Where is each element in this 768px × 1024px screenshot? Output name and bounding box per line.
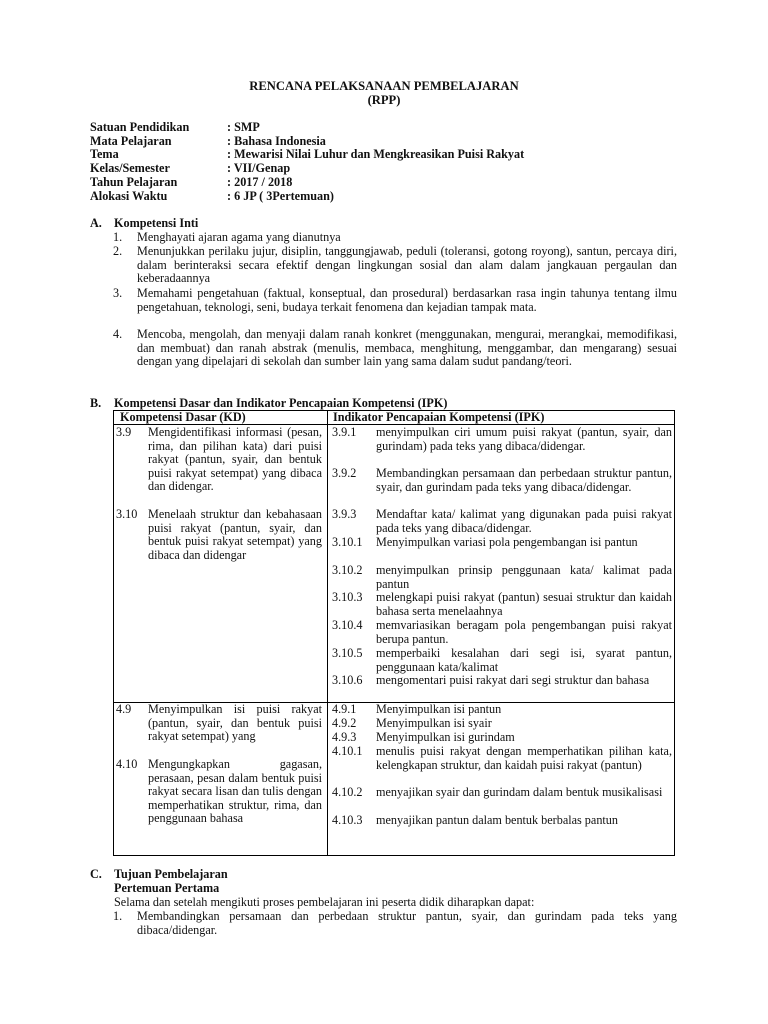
ipk-entry: [332, 467, 672, 494]
ipk-entry: [332, 731, 672, 745]
table-column-divider: [327, 411, 328, 855]
item-text: Mencoba, mengolah, dan menyaji dalam ranah konkret (menggunakan, mengurai, merangkai, memodifikasi, dan membuat) dan ranah abstrak (menulis, membaca, menghitung, menggambar, dan mengarang) sesuai dengan yang dipelajari di sekolah dan sumber lain yang sama dalam sudut pandang/teori.: [137, 327, 677, 369]
ipk-text: Mendaftar kata/ kalimat yang digunakan pada puisi rakyat pada teks yang dibaca/didengar.: [376, 507, 672, 535]
ipk-number: 3.9.2: [332, 466, 357, 480]
kompetensi-inti-item: [113, 245, 677, 286]
ipk-text: menulis puisi rakyat dengan memperhatikan pilihan kata, kelengkapan struktur, dan kaidah puisi rakyat (pantun): [376, 744, 672, 772]
ipk-entry: [332, 591, 672, 618]
ipk-text: memperbaiki kesalahan dari segi isi, syarat pantun, penggunaan kata/kalimat: [376, 646, 672, 674]
item-number: 4.: [113, 327, 123, 341]
table-header-ipk: Indikator Pencapaian Kompetensi (IPK): [333, 410, 545, 424]
ipk-text: Menyimpulkan isi pantun: [376, 702, 502, 716]
ipk-number: 4.9.3: [332, 730, 357, 744]
info-value: : VII/Genap: [227, 161, 291, 175]
ipk-entry: [332, 536, 672, 550]
kd-text: Mengidentifikasi informasi (pesan, rima, dan pilihan kata) dari puisi rakyat (pantun, syair, dan bentuk puisi rakyat setempat) yang dibaca dan didengar.: [148, 425, 322, 494]
objective-intro: Selama dan setelah mengikuti proses pembelajaran ini peserta didik diharapkan dapat:: [114, 895, 535, 909]
ipk-entry: [332, 647, 672, 674]
kd-entry: [116, 508, 322, 562]
ipk-entry: [332, 619, 672, 646]
info-value: : 6 JP ( 3Pertemuan): [227, 189, 334, 203]
info-label: Satuan Pendidikan: [90, 120, 190, 134]
ipk-text: Menyimpulkan variasi pola pengembangan isi pantun: [376, 535, 638, 549]
kd-number: 4.9: [116, 702, 132, 716]
ipk-number: 4.10.3: [332, 813, 363, 827]
ipk-number: 3.10.2: [332, 563, 363, 577]
ipk-number: 3.10.6: [332, 673, 363, 687]
ipk-entry: [332, 786, 672, 800]
ipk-text: mengomentari puisi rakyat dari segi struktur dan bahasa: [376, 673, 650, 687]
ipk-text: menyajikan pantun dalam bentuk berbalas pantun: [376, 813, 618, 827]
table-header-kd: Kompetensi Dasar (KD): [120, 410, 246, 424]
ipk-text: menyimpulkan prinsip penggunaan kata/ kalimat pada pantun: [376, 563, 672, 591]
ipk-number: 4.10.1: [332, 744, 363, 758]
item-text: Membandingkan persamaan dan perbedaan struktur pantun, syair, dan gurindam pada teks yang dibaca/didengar.: [137, 909, 677, 937]
section-c-heading: [90, 868, 228, 882]
ipk-number: 4.9.1: [332, 702, 357, 716]
section-title: Tujuan Pembelajaran: [114, 867, 228, 881]
section-letter: B.: [90, 396, 102, 410]
item-text: Menunjukkan perilaku jujur, disiplin, tanggungjawab, peduli (toleransi, gotong royong), santun, percaya diri, dalam berinteraksi secara efektif dengan lingkungan sosial dan alam dalam jangkauan pergaulan dan keberadaannya: [137, 244, 677, 286]
info-value: : 2017 / 2018: [227, 175, 293, 189]
kd-number: 4.10: [116, 757, 138, 771]
kd-ipk-table: [113, 410, 675, 856]
section-b-heading: [90, 397, 447, 411]
ipk-number: 3.10.5: [332, 646, 363, 660]
item-text: Menghayati ajaran agama yang dianutnya: [137, 230, 341, 244]
ipk-number: 4.9.2: [332, 716, 357, 730]
ipk-text: Membandingkan persamaan dan perbedaan struktur pantun, syair, dan gurindam pada teks yang dibaca/didengar.: [376, 466, 672, 494]
section-a-heading: [90, 217, 198, 231]
kompetensi-inti-item: [113, 287, 677, 314]
kd-number: 3.9: [116, 425, 132, 439]
info-label: Mata Pelajaran: [90, 134, 172, 148]
item-text: Memahami pengetahuan (faktual, konseptual, dan prosedural) berdasarkan rasa ingin tahunya tentang ilmu pengetahuan, teknologi, seni, budaya terkait fenomena dan kejadian tampak mata.: [137, 286, 677, 314]
ipk-text: Menyimpulkan isi gurindam: [376, 730, 515, 744]
kd-entry: [116, 426, 322, 494]
info-label: Tahun Pelajaran: [90, 175, 178, 189]
ipk-text: menyimpulkan ciri umum puisi rakyat (pantun, syair, dan gurindam) pada teks yang dibaca/didengar.: [376, 425, 672, 453]
ipk-entry: [332, 745, 672, 772]
document-subtitle: (RPP): [367, 93, 401, 107]
kd-entry: [116, 703, 322, 744]
ipk-entry: [332, 703, 672, 717]
info-label: Kelas/Semester: [90, 161, 170, 175]
info-value: : Bahasa Indonesia: [227, 134, 326, 148]
ipk-entry: [332, 426, 672, 453]
ipk-number: 4.10.2: [332, 785, 363, 799]
info-label: Alokasi Waktu: [90, 189, 168, 203]
ipk-entry: [332, 814, 672, 828]
info-value: : SMP: [227, 120, 260, 134]
ipk-text: melengkapi puisi rakyat (pantun) sesuai struktur dan kaidah bahasa serta menelaahnya: [376, 590, 672, 618]
ipk-number: 3.9.1: [332, 425, 357, 439]
ipk-number: 3.10.3: [332, 590, 363, 604]
ipk-entry: [332, 674, 672, 688]
meeting-subheading: Pertemuan Pertama: [114, 881, 220, 895]
kd-text: Mengungkapkan gagasan, perasaan, pesan dalam bentuk puisi rakyat secara lisan dan tulis dengan memperhatikan struktur, rima, dan penggunaan bahasa: [148, 757, 322, 826]
info-label: Tema: [90, 147, 119, 161]
section-title: Kompetensi Inti: [114, 216, 199, 230]
section-letter: A.: [90, 216, 102, 230]
ipk-text: Menyimpulkan isi syair: [376, 716, 492, 730]
document-title: RENCANA PELAKSANAAN PEMBELAJARAN: [249, 79, 519, 93]
ipk-entry: [332, 508, 672, 535]
section-title: Kompetensi Dasar dan Indikator Pencapaian Kompetensi (IPK): [114, 396, 448, 410]
objective-item: [113, 910, 677, 937]
item-number: 3.: [113, 286, 123, 300]
info-value: : Mewarisi Nilai Luhur dan Mengkreasikan Puisi Rakyat: [227, 147, 525, 161]
ipk-entry: [332, 564, 672, 591]
kompetensi-inti-item: [113, 231, 677, 245]
item-number: 2.: [113, 244, 123, 258]
ipk-number: 3.9.3: [332, 507, 357, 521]
item-number: 1.: [113, 230, 123, 244]
kompetensi-inti-item: [113, 328, 677, 369]
ipk-number: 3.10.4: [332, 618, 363, 632]
ipk-text: menyajikan syair dan gurindam dalam bentuk musikalisasi: [376, 785, 663, 799]
ipk-number: 3.10.1: [332, 535, 363, 549]
kd-entry: [116, 758, 322, 826]
item-number: 1.: [113, 909, 123, 923]
ipk-text: memvariasikan beragam pola pengembangan puisi rakyat berupa pantun.: [376, 618, 672, 646]
section-letter: C.: [90, 867, 102, 881]
ipk-entry: [332, 717, 672, 731]
kd-number: 3.10: [116, 507, 138, 521]
kd-text: Menelaah struktur dan kebahasaan puisi rakyat (pantun, syair, dan bentuk puisi rakyat setempat) yang dibaca dan didengar: [148, 507, 322, 562]
kd-text: Menyimpulkan isi puisi rakyat (pantun, syair, dan bentuk puisi rakyat setempat) yang: [148, 702, 322, 744]
